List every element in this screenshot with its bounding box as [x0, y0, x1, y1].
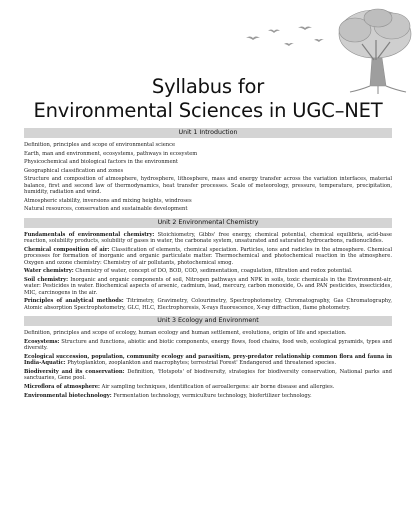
item-text: Phytoplankton, zooplankton and macrophytes; terrestrial Forest' Endangered and threatened species. — [65, 360, 337, 367]
item-text: Titrimetry, Gravimetry, Colourimetry, Spectrophotometry, Chromatography, Gas Chromatography, Atomic absorption Spectrophotometry, GLC, HLC, Electrophoresis, X-rays fluorescence, X-ray diffraction, flame photometry. — [24, 298, 392, 311]
item-term: Chemical composition of air: — [24, 246, 110, 253]
item-term: Microflora of atmosphere: — [24, 383, 100, 390]
list-item — [24, 206, 392, 212]
unit-2-items — [24, 232, 392, 311]
bird-icon — [284, 43, 294, 46]
item-text: Classification of elements, chemical speciation. Particles, ions and radicles in the atmosphere. Chemical processes for formation of inorganic and organic particulate matter. Thermochemical and photochemical reaction in the atmosphere. Oxygen and ozone chemistry: Chemistry of air pollutants, photochemical smog. — [24, 246, 392, 266]
item-text: Earth, man and environment, ecosystems, pathways in ecosystem — [24, 150, 198, 157]
list-item — [24, 330, 392, 336]
item-text: Stoichiometry, Gibbs' free energy, chemical potential, chemical equilibria, acid-base reaction, solubility products, solubility of gases in water, the carbonate system, unsaturated and saturated hydrocarbons, radionuclides. — [24, 231, 392, 245]
item-text: Fermentation technology, vermiculture technology, biofertilizer technology. — [111, 392, 312, 399]
title-line-1: Syllabus for — [151, 75, 265, 98]
list-item — [24, 159, 392, 165]
list-item — [24, 369, 392, 382]
item-text: Definition, 'Hotspots' of biodiversity, strategies for biodiversity conservation, National parks and sanctuaries, Gene pool. — [24, 368, 392, 382]
list-item — [24, 168, 392, 174]
list-item — [24, 339, 392, 352]
unit-2-heading: Unit 2 Environmental Chemistry — [24, 218, 392, 228]
item-text: Definition, principles and scope of environmental science — [24, 142, 176, 148]
item-text: Air sampling techniques, identification of aeroallergens: air borne disease and allergies. — [99, 383, 335, 390]
title-line-2: Environmental Sciences in UGC–NET — [33, 99, 383, 122]
list-item — [24, 176, 392, 195]
item-term: Ecosystems: — [24, 338, 60, 345]
list-item — [24, 232, 392, 245]
item-text: Definition, principles and scope of ecology, human ecology and human settlement, evolutions, origin of life and speciation. — [24, 330, 347, 337]
item-text: Structure and composition of atmosphere, hydrosphere, lithosphere, mass and energy transfer across the variation interfaces, material balance, first and second law of thermodynamics, heat transfer processes. Scale of meteorology, pressure, temperature, precipitation, humidity, radiation and wind. — [24, 176, 392, 196]
item-term: Water chemistry: — [24, 268, 74, 275]
item-term: Environmental biotechnology: — [24, 392, 112, 399]
list-item — [24, 384, 392, 390]
item-text: Chemistry of water, concept of DO, BOD, COD, sedimentation, coagulation, filtration and redox potential. — [73, 268, 353, 275]
item-term: Principles of analytical methods: — [24, 298, 124, 305]
item-text: Structure and functions, abiotic and biotic components, energy flows, food chains, food web, ecological pyramids, types and diversity. — [24, 338, 392, 352]
item-text: Atmospheric stability, inversions and mixing heights, windroses — [24, 197, 192, 204]
bird-icon — [314, 39, 324, 42]
item-text: Physicochemical and biological factors in the environment — [24, 159, 178, 166]
unit-3-heading: Unit 3 Ecology and Environment — [24, 316, 392, 326]
item-term: Fundamentals of environmental chemistry: — [24, 231, 155, 238]
bird-icon — [268, 30, 280, 34]
item-term: Ecological succession, population, community ecology and parasitism, prey-predator relationship common flora and fauna in India-Aquatic: — [24, 353, 392, 367]
item-text: Natural resources, conservation and sustainable development — [24, 206, 188, 213]
list-item — [24, 268, 392, 274]
list-item — [24, 298, 392, 311]
unit-1-items — [24, 142, 392, 213]
item-term: Soil chemistry: — [24, 276, 69, 283]
list-item — [24, 277, 392, 296]
list-item — [24, 151, 392, 157]
item-term: Biodiversity and its conservation: — [24, 368, 125, 375]
bird-icon — [298, 27, 312, 31]
unit-1-heading: Unit 1 Introduction — [24, 128, 392, 138]
list-item — [24, 354, 392, 367]
list-item — [24, 247, 392, 266]
unit-3-items — [24, 330, 392, 399]
syllabus-content — [24, 128, 392, 401]
item-text: Geographical classification and zones — [24, 167, 124, 174]
list-item — [24, 198, 392, 204]
list-item — [24, 142, 392, 148]
item-text: Inorganic and organic components of soil, Nitrogen pathways and NPK in soils, toxic chemicals in the Environment-air, water: Pesticides in water. Biochemical aspects of arsenic, cadmium, lead, mercury, carbon monoxide, O₃ and PAN pesticides, insecticides, MIC, carcinogens in the air. — [24, 276, 392, 296]
list-item — [24, 393, 392, 399]
bird-icon — [246, 37, 260, 41]
birds-illustration — [246, 27, 324, 47]
